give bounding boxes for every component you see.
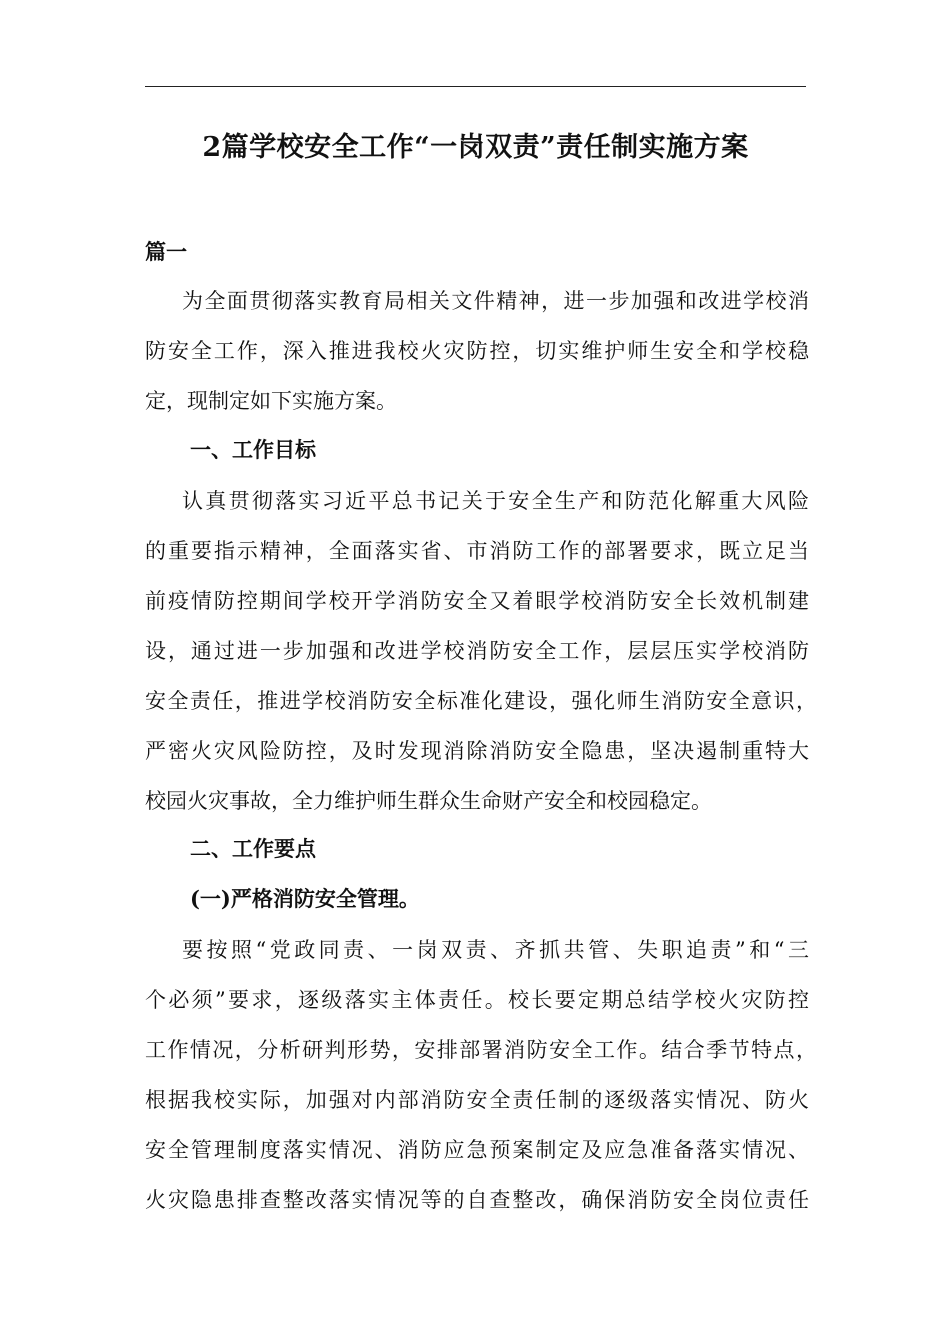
paragraph-line: 防安全工作，深入推进我校火灾防控，切实维护师生安全和学校稳 — [145, 339, 809, 363]
paragraph-line: 工作情况，分析研判形势，安排部署消防安全工作。结合季节特点， — [145, 1038, 817, 1062]
paragraph-line: 为全面贯彻落实教育局相关文件精神，进一步加强和改进学校消 — [182, 289, 809, 313]
paragraph-line: 设，通过进一步加强和改进学校消防安全工作，层层压实学校消防 — [145, 639, 809, 663]
paragraph-line: 前疫情防控期间学校开学消防安全又着眼学校消防安全长效机制建 — [145, 589, 809, 613]
paragraph-line: 严密火灾风险防控，及时发现消除消防安全隐患，坚决遏制重特大 — [145, 739, 809, 763]
section-heading: 一、工作目标 — [190, 437, 316, 462]
paragraph-line: 认真贯彻落实习近平总书记关于安全生产和防范化解重大风险 — [182, 489, 809, 513]
part-label: 篇一 — [145, 239, 187, 264]
section-heading: 二、工作要点 — [190, 836, 316, 861]
paragraph-line: 个必须”要求，逐级落实主体责任。校长要定期总结学校火灾防控 — [145, 988, 809, 1012]
paragraph-line: 定，现制定如下实施方案。 — [145, 389, 397, 413]
subsection-heading: (一)严格消防安全管理。 — [190, 886, 420, 911]
header-rule — [145, 86, 806, 87]
paragraph-line: 校园火灾事故，全力维护师生群众生命财产安全和校园稳定。 — [145, 789, 712, 813]
paragraph-line: 安全责任，推进学校消防安全标准化建设，强化师生消防安全意识， — [145, 689, 817, 713]
document-title: 2篇学校安全工作“一岗双责”责任制实施方案 — [202, 132, 749, 163]
paragraph-line: 要按照“党政同责、一岗双责、齐抓共管、失职追责”和“三 — [182, 938, 809, 962]
paragraph-line: 火灾隐患排查整改落实情况等的自查整改，确保消防安全岗位责任 — [145, 1188, 809, 1212]
paragraph-line: 的重要指示精神，全面落实省、市消防工作的部署要求，既立足当 — [145, 539, 809, 563]
paragraph-line: 安全管理制度落实情况、消防应急预案制定及应急准备落实情况、 — [145, 1138, 809, 1162]
paragraph-line: 根据我校实际，加强对内部消防安全责任制的逐级落实情况、防火 — [145, 1088, 809, 1112]
